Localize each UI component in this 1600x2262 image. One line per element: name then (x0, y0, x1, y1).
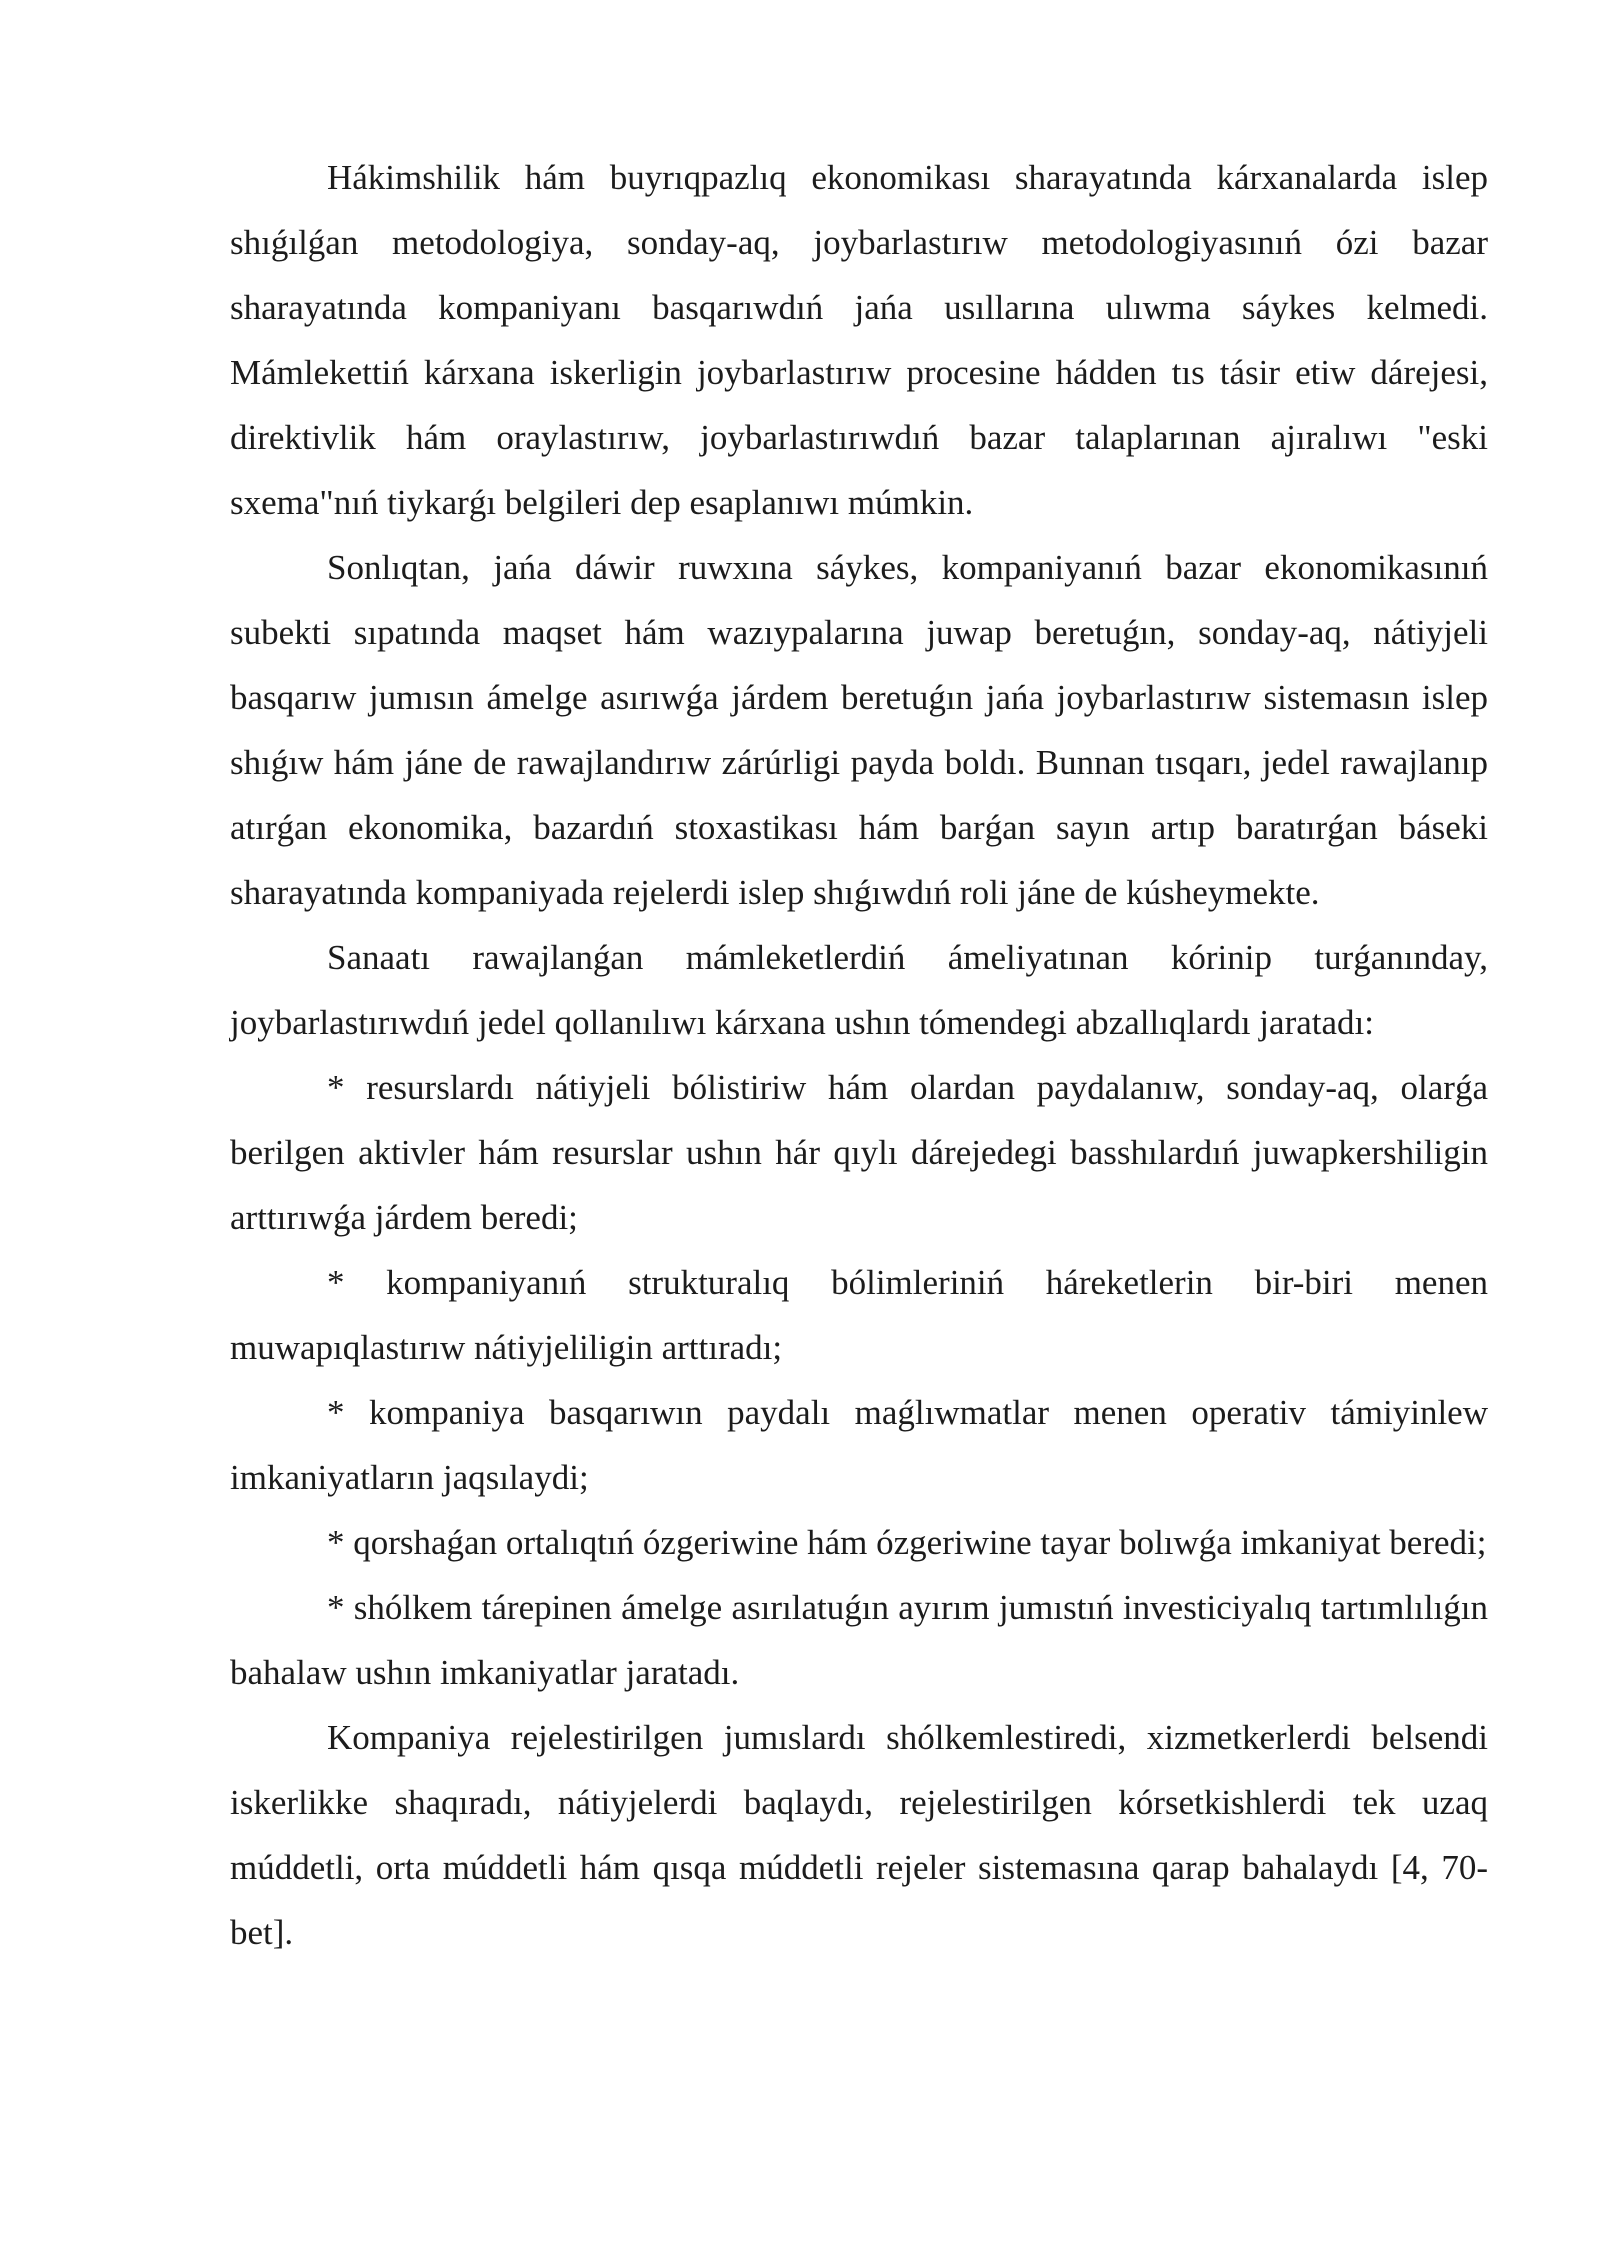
document-page (230, 145, 1488, 1965)
paragraph-company-planning: Kompaniya rejelestirilgen jumıslardı shólkemlestiredi, xizmetkerlerdi belsendi iskerlikke shaqıradı, nátiyjelerdi baqlaydı, rejelestirilgen kórsetkishlerdi tek uzaq múddetli, orta múddetli hám qısqa múddetli rejeler sistemasına qarap bahalaydı [4, 70-bet]. (230, 1718, 1488, 1952)
paragraph-advantages-intro: Sanaatı rawajlanǵan mámleketlerdiń ámeliyatınan kórinip turǵanınday, joybarlastırıwdıń jedel qollanılıwı kárxana ushın tómendegi abzallıqlardı jaratadı: (230, 938, 1488, 1042)
paragraph-new-planning-system: Sonlıqtan, jańa dáwir ruwxına sáykes, kompaniyanıń bazar ekonomikasınıń subekti sıpatında maqset hám wazıypalarına juwap beretuǵın, sonday-aq, nátiyjeli basqarıw jumısın ámelge asırıwǵa járdem beretuǵın jańa joybarlastırıw sistemasın islep shıǵıw hám jáne de rawajlandırıw zárúrligi payda boldı. Bunnan tısqarı, jedel rawajlanıp atırǵan ekonomika, bazardıń stoxastikası hám barǵan sayın artıp baratırǵan báseki sharayatında kompaniyada rejelerdi islep shıǵıwdıń roli jáne de kúsheymekte. (230, 548, 1488, 912)
list-item-resources: * resurslardı nátiyjeli bólistiriw hám olardan paydalanıw, sonday-aq, olarǵa berilgen aktivler hám resurslar ushın hár qıylı dárejedegi basshılardıń juwapkershiligin arttırıwǵa járdem beredi; (230, 1068, 1488, 1237)
list-item-information-support: * kompaniya basqarıwın paydalı maǵlıwmatlar menen operativ támiyinlew imkaniyatların jaqsılaydi; (230, 1393, 1488, 1497)
list-item-investment-attractiveness: * shólkem tárepinen ámelge asırılatuǵın ayırım jumıstıń investiciyalıq tartımlılıǵın bahalaw ushın imkaniyatlar jaratadı. (230, 1588, 1488, 1692)
list-item-environment-change: * qorshaǵan ortalıqtıń ózgeriwine hám ózgeriwine tayar bolıwǵa imkaniyat beredi; (327, 1523, 1487, 1562)
paragraph-planning-methodology: Hákimshilik hám buyrıqpazlıq ekonomikası sharayatında kárxanalarda islep shıǵılǵan metodologiya, sonday-aq, joybarlastırıw metodologiyasınıń ózi bazar sharayatında kompaniyanı basqarıwdıń jańa usıllarına ulıwma sáykes kelmedi. Mámlekettiń kárxana iskerligin joybarlastırıw procesine hádden tıs tásir etiw dárejesi, direktivlik hám oraylastırıw, joybarlastırıwdıń bazar talaplarınan ajıralıwı "eski sxema"nıń tiykarǵı belgileri dep esaplanıwı múmkin. (230, 158, 1488, 522)
list-item-coordination: * kompaniyanıń strukturalıq bólimleriniń háreketlerin bir-biri menen muwapıqlastırıw nátiyjeliligin arttıradı; (230, 1263, 1488, 1367)
